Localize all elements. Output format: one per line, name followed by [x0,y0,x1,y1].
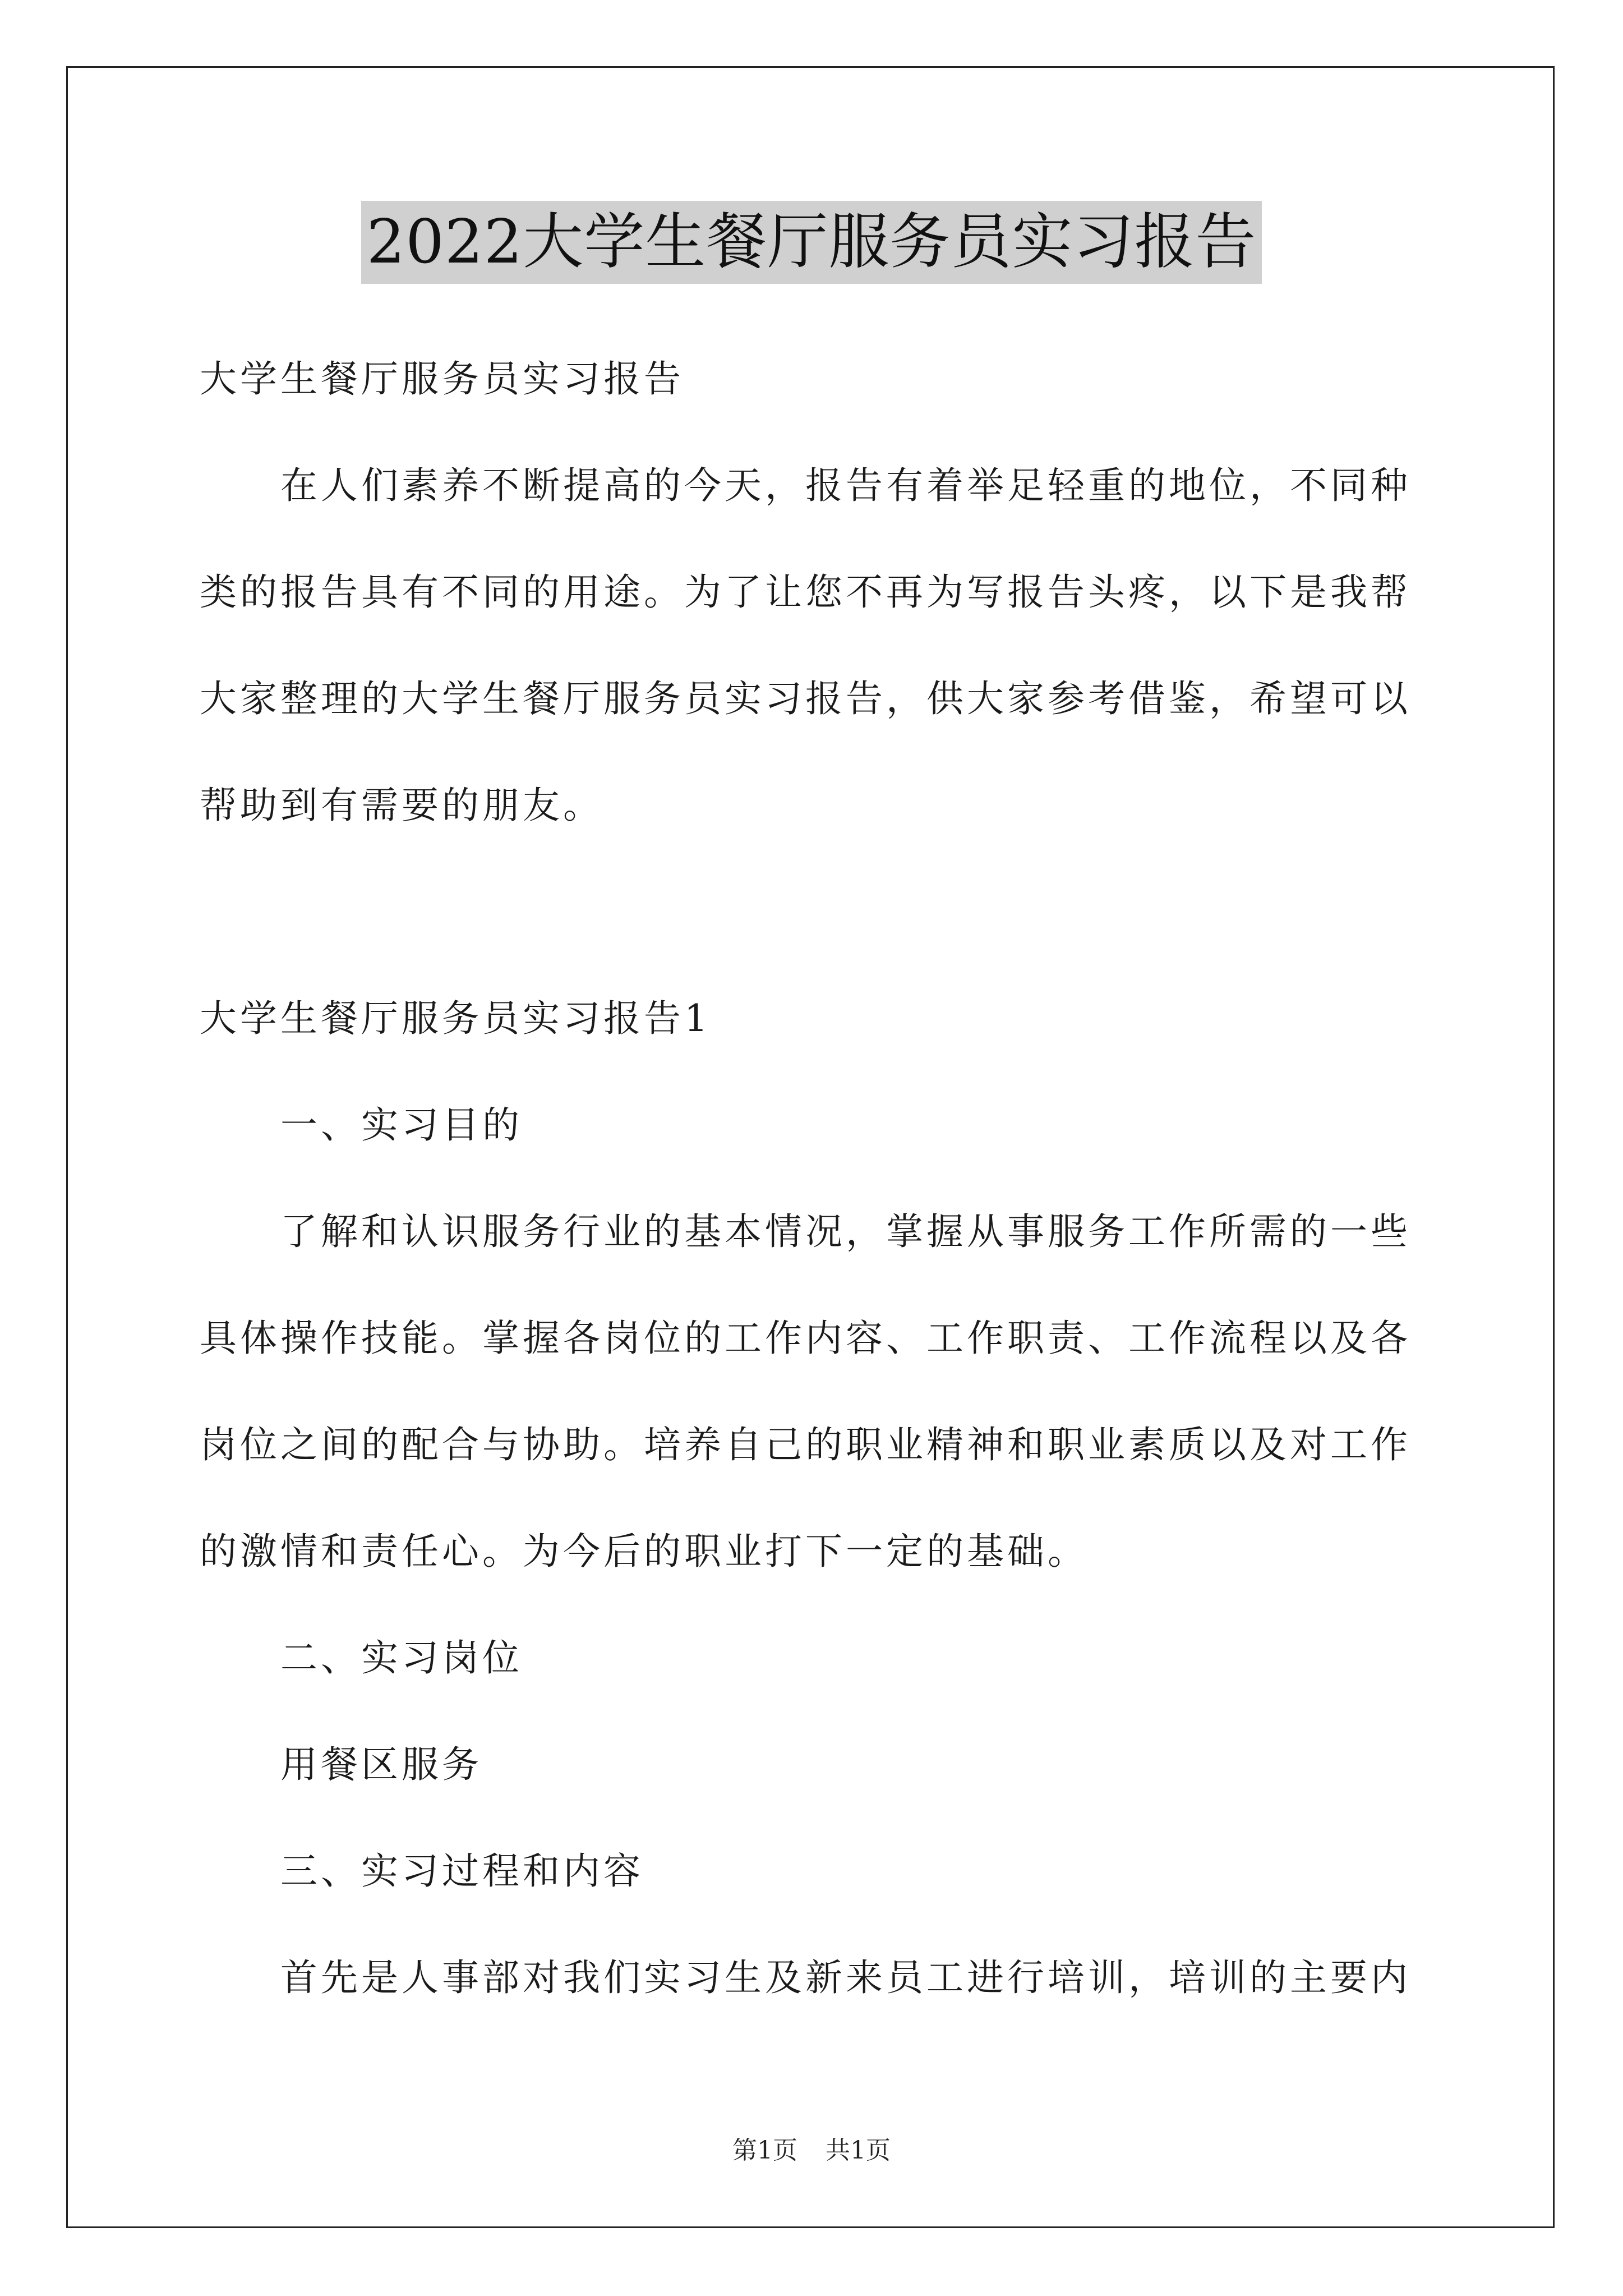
text-line: 大学生餐厅服务员实习报告1 [200,997,711,1040]
text-line: 在人们素养不断提高的今天，报告有着举足轻重的地位，不同种 [280,464,1411,507]
text-line: 用餐区服务 [280,1743,482,1786]
text-line: 具体操作技能。掌握各岗位的工作内容、工作职责、工作流程以及各 [200,1317,1411,1360]
text-line: 了解和认识服务行业的基本情况，掌握从事服务工作所需的一些 [280,1210,1411,1253]
text-line: 首先是人事部对我们实习生及新来员工进行培训，培训的主要内 [280,1956,1411,1999]
text-line: 类的报告具有不同的用途。为了让您不再为写报告头疼，以下是我帮 [200,570,1411,614]
document-title: 2022大学生餐厅服务员实习报告 [361,201,1262,284]
title-container [0,201,1623,284]
text-line: 三、实习过程和内容 [280,1849,644,1893]
text-line: 大学生餐厅服务员实习报告 [200,357,684,401]
page-number-current: 第1页 [732,2136,797,2165]
text-line: 一、实习目的 [280,1103,523,1147]
page-number-total: 共1页 [826,2136,891,2165]
text-line: 帮助到有需要的朋友。 [200,784,603,827]
text-line: 的激情和责任心。为今后的职业打下一定的基础。 [200,1530,1088,1573]
text-line: 岗位之间的配合与协助。培养自己的职业精神和职业素质以及对工作 [200,1423,1411,1466]
text-line: 二、实习岗位 [280,1636,523,1680]
page-footer [0,2135,1623,2166]
text-line: 大家整理的大学生餐厅服务员实习报告，供大家参考借鉴，希望可以 [200,677,1411,720]
